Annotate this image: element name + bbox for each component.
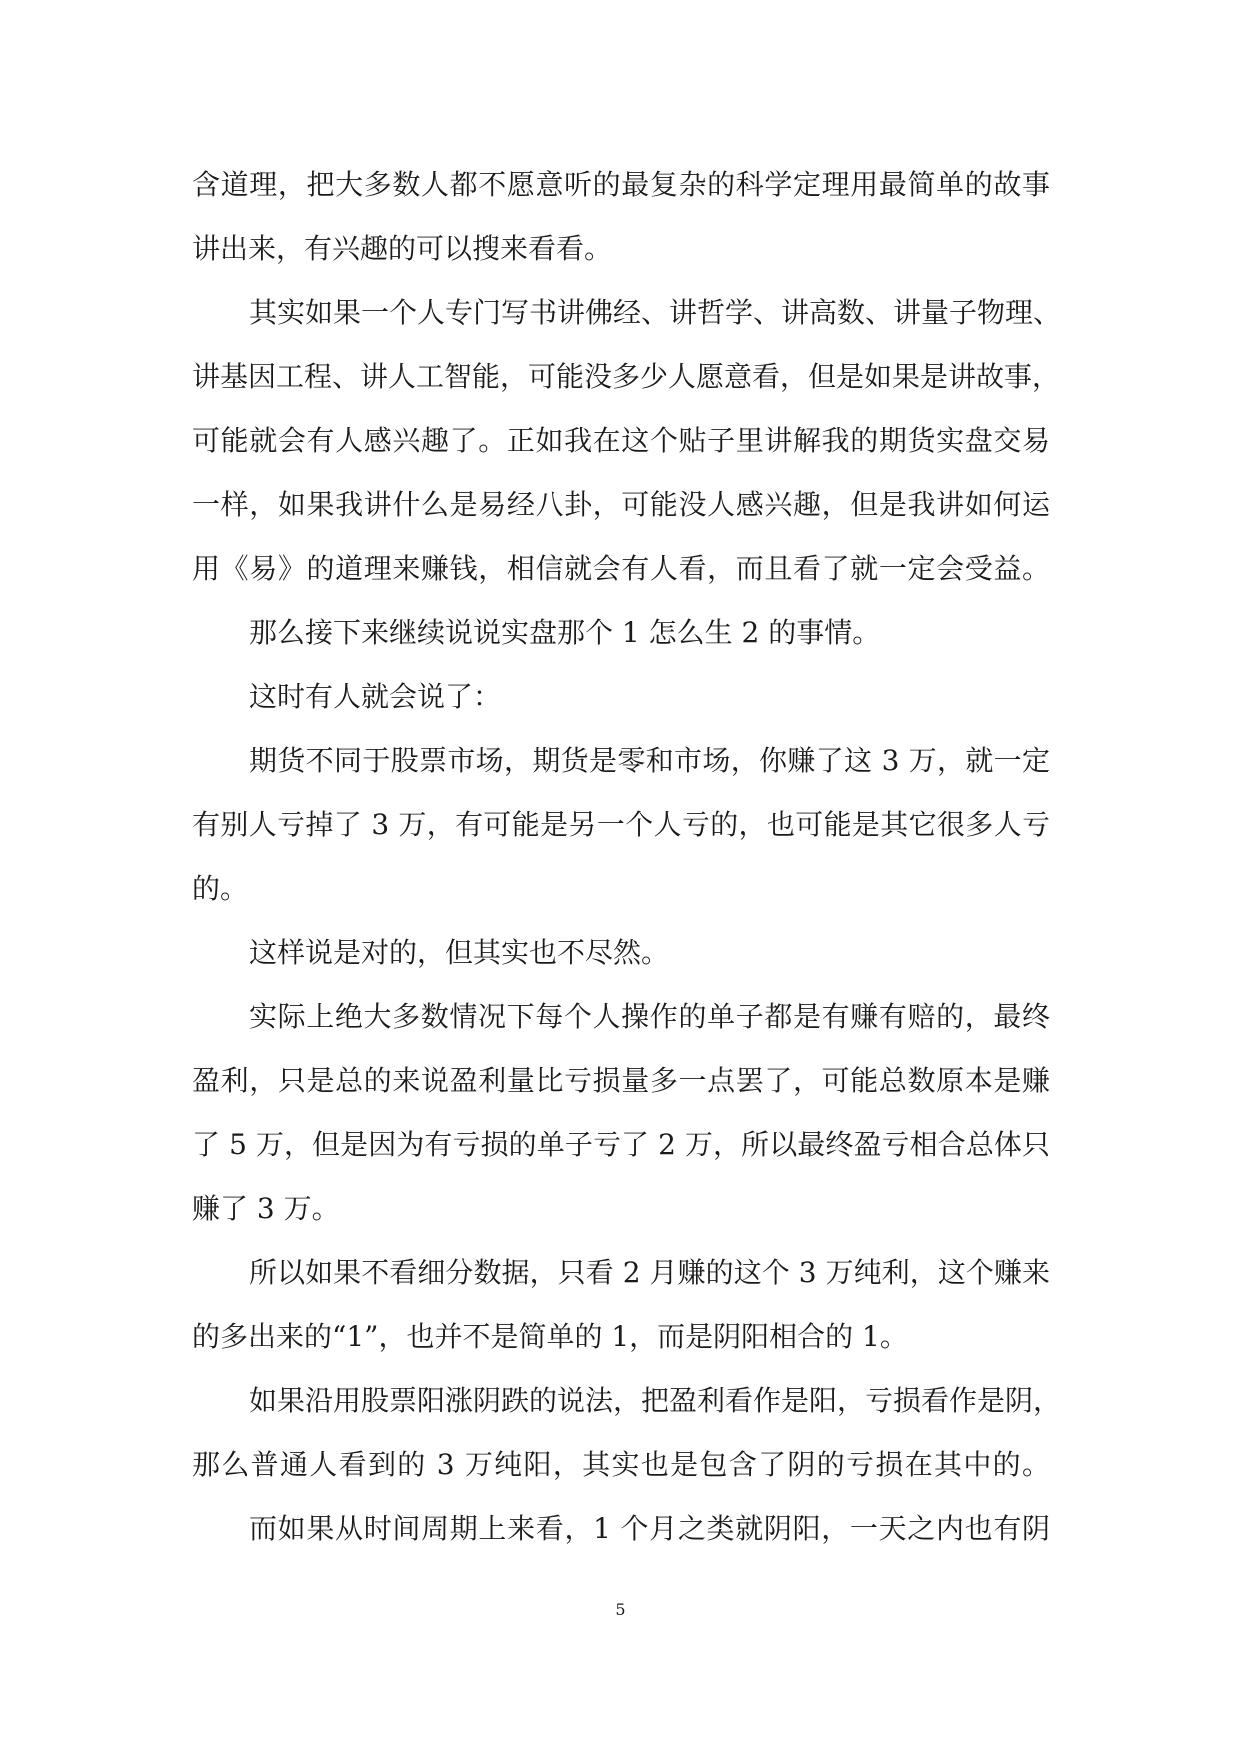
text-line: 那么普通人看到的 3 万纯阳，其实也是包含了阴的亏损在其中的。 [192,1448,1050,1481]
text-line: 而如果从时间周期上来看，1 个月之类就阴阳，一天之内也有阴 [249,1512,1050,1545]
text-line: 的。 [192,872,249,905]
text-line: 可能就会有人感兴趣了。正如我在这个贴子里讲解我的期货实盘交易 [192,424,1050,457]
text-line: 了 5 万，但是因为有亏损的单子亏了 2 万，所以最终盈亏相合总体只 [192,1128,1050,1161]
text-line: 实际上绝大多数情况下每个人操作的单子都是有赚有赔的，最终 [249,1000,1050,1033]
text-line: 讲出来，有兴趣的可以搜来看看。 [192,232,613,265]
text-line: 讲基因工程、讲人工智能，可能没多少人愿意看，但是如果是讲故事， [192,360,1061,393]
page-number: 5 [615,1600,626,1619]
text-line: 所以如果不看细分数据，只看 2 月赚的这个 3 万纯利，这个赚来 [249,1256,1050,1289]
text-line: 这样说是对的，但其实也不尽然。 [249,936,670,969]
text-line: 赚了 3 万。 [192,1192,340,1225]
text-line: 盈利，只是总的来说盈利量比亏损量多一点罢了，可能总数原本是赚 [192,1064,1050,1097]
text-line: 一样，如果我讲什么是易经八卦，可能没人感兴趣，但是我讲如何运 [192,488,1050,521]
text-line: 这时有人就会说了： [249,680,502,713]
text-line: 期货不同于股票市场，期货是零和市场，你赚了这 3 万，就一定 [249,744,1050,777]
text-line: 有别人亏掉了 3 万，有可能是另一个人亏的，也可能是其它很多人亏 [192,808,1050,841]
text-line: 如果沿用股票阳涨阴跌的说法，把盈利看作是阳，亏损看作是阴， [249,1384,1062,1417]
text-line: 那么接下来继续说说实盘那个 1 怎么生 2 的事情。 [249,616,881,649]
text-line: 其实如果一个人专门写书讲佛经、讲哲学、讲高数、讲量子物理、 [249,296,1062,329]
text-line: 含道理，把大多数人都不愿意听的最复杂的科学定理用最简单的故事 [192,168,1050,201]
text-line: 用《易》的道理来赚钱，相信就会有人看，而且看了就一定会受益。 [192,552,1050,585]
text-line: 的多出来的“1”，也并不是简单的 1，而是阴阳相合的 1。 [192,1320,908,1353]
document-body [192,153,1062,1561]
